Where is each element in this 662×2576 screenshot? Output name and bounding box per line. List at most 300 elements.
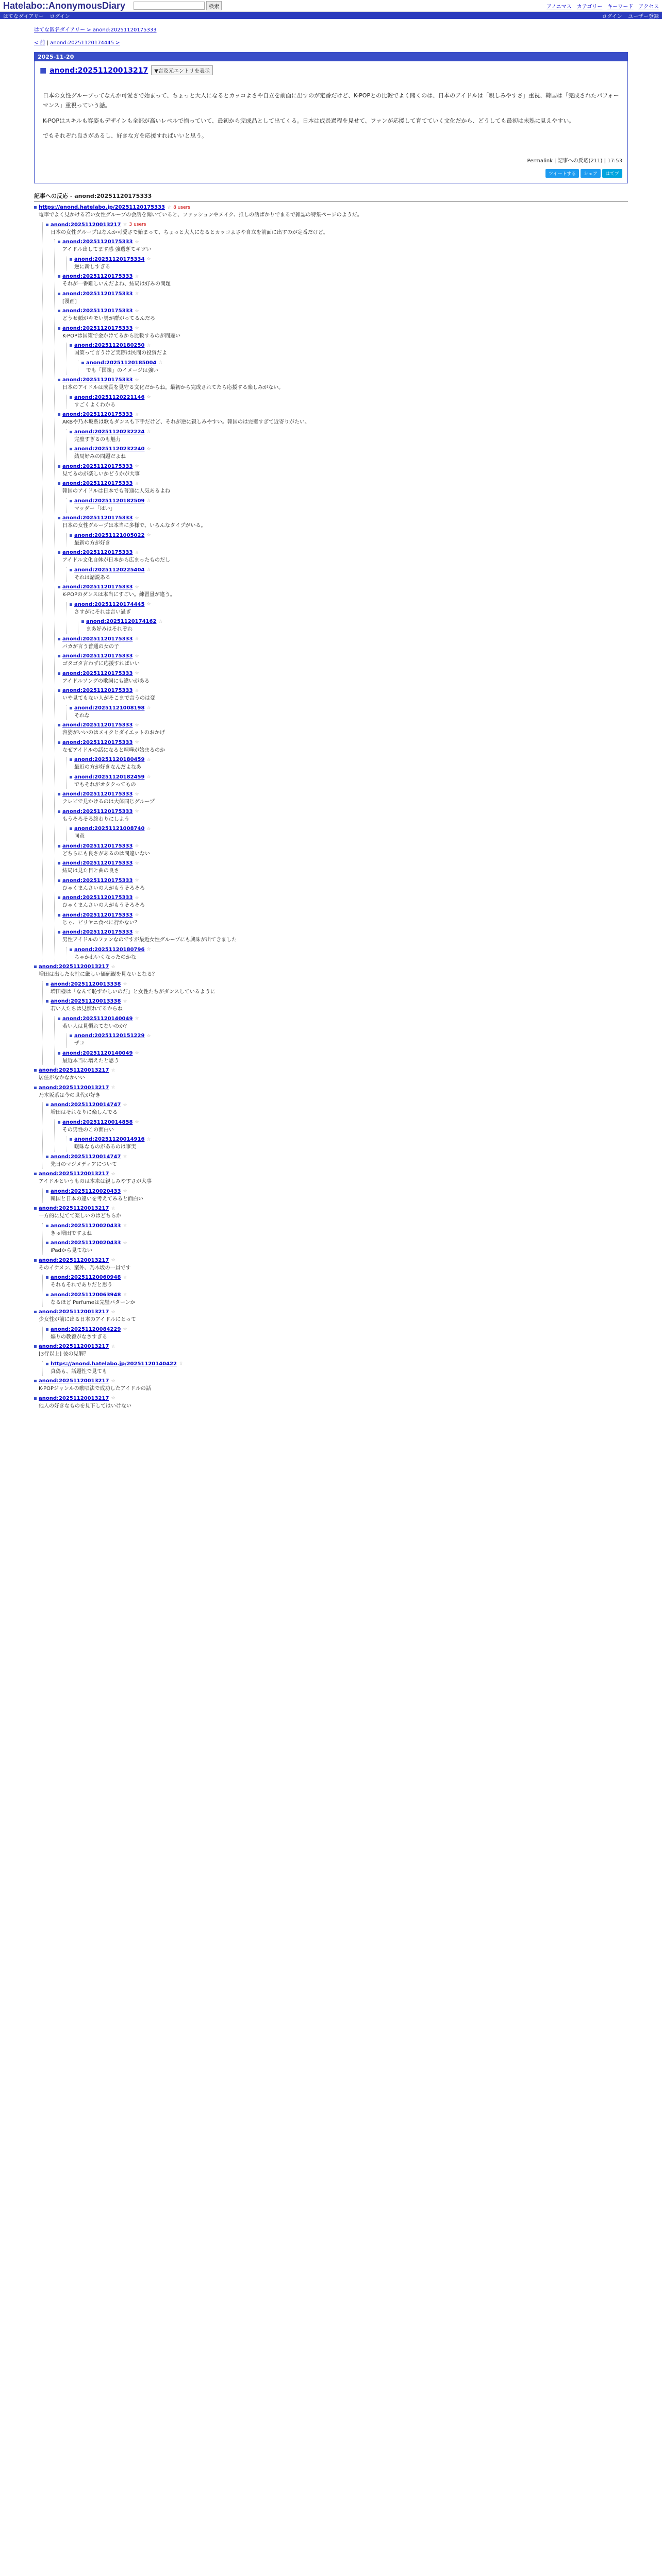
star-icon[interactable]: ☆ [146, 947, 151, 952]
star-icon[interactable]: ☆ [135, 653, 139, 659]
trackback-link[interactable]: anond:20251120175333 [62, 239, 133, 245]
bar-link-hatena[interactable]: はてなダイアリー [3, 13, 44, 20]
trackback-text: どちらにも良さがあるのは間違いない [62, 851, 150, 857]
trackback-link[interactable]: anond:20251120175333 [62, 860, 133, 866]
star-icon[interactable]: ☆ [135, 1050, 139, 1056]
bullet-icon [70, 344, 72, 347]
star-icon[interactable]: ☆ [135, 239, 139, 245]
trackback-link[interactable]: anond:20251120225404 [74, 567, 145, 573]
star-icon[interactable]: ☆ [146, 567, 151, 572]
trackback-link[interactable]: anond:20251120140049 [62, 1050, 133, 1056]
star-icon[interactable]: ☆ [135, 584, 139, 590]
trackback-item-header [70, 498, 628, 504]
star-icon[interactable]: ☆ [135, 274, 139, 279]
trackback-children [42, 1361, 628, 1376]
trackback-link[interactable]: anond:20251120175333 [62, 274, 133, 279]
trackback-item-header [58, 239, 628, 245]
trackback-text: でもそれがオタクってもの [74, 782, 136, 788]
trackback-item [70, 1137, 628, 1151]
trackback-text: じゃ、ビリヤニ食べに行かない？ [62, 920, 140, 926]
trackback-text: アイドル文化自体が日本から広まったものだし [62, 557, 171, 563]
trackback-item [34, 1378, 628, 1393]
trackback-link[interactable]: anond:20251120020433 [51, 1240, 121, 1246]
trackback-item-header [58, 481, 628, 486]
trackback-item [58, 412, 628, 461]
trackback-item [58, 515, 628, 547]
trackback-text: 結局好みの問題だよね [74, 454, 126, 460]
trackback-text: 一方的に見てて楽しいのはどちらか [39, 1213, 121, 1219]
star-icon[interactable]: ☆ [146, 395, 151, 400]
search-input[interactable] [134, 2, 205, 10]
trackback-text: 日本の女性グループはなんか可愛さで始まって、ちょっと大人になるとカッコよさや自立を前面に出すのが定番だけど。 [51, 229, 328, 235]
trackback-item [34, 1344, 628, 1376]
star-icon[interactable]: ☆ [123, 1327, 127, 1332]
bullet-icon [58, 896, 60, 899]
star-icon[interactable]: ☆ [135, 895, 139, 901]
trackback-item [70, 1033, 628, 1048]
trackback-link[interactable]: anond:20251120013217 [39, 1395, 109, 1401]
trackback-children [66, 429, 628, 461]
trackback-children [42, 1275, 628, 1307]
trackback-link[interactable]: anond:20251120174162 [86, 619, 157, 624]
trackback-link[interactable]: anond:20251120175333 [62, 325, 133, 331]
trackback-text: まあ好みはそれぞれ [86, 626, 133, 632]
trackback-link[interactable]: anond:20251120175333 [62, 584, 133, 590]
trackback-item [70, 947, 628, 962]
star-icon[interactable]: ☆ [135, 912, 139, 918]
star-icon[interactable]: ☆ [111, 1067, 115, 1073]
trackback-link[interactable]: anond:20251120232224 [74, 429, 145, 435]
trackback-children [66, 757, 628, 789]
trackback-link[interactable]: anond:20251120185004 [86, 360, 157, 366]
trackback-item [58, 239, 628, 271]
trackback-text: 少女性が前に出る日本のアイドルにとって [39, 1317, 136, 1323]
star-icon[interactable]: ☆ [135, 377, 139, 383]
trackback-link[interactable]: anond:20251120013338 [51, 998, 121, 1004]
trackback-item [58, 671, 628, 686]
star-icon[interactable]: ☆ [111, 1344, 115, 1349]
trackback-link[interactable]: anond:20251120013217 [39, 1309, 109, 1315]
trackback-item [70, 826, 628, 841]
star-icon[interactable]: ☆ [123, 1240, 127, 1246]
bullet-icon [34, 1345, 37, 1348]
trackback-link[interactable]: anond:20251120182459 [74, 774, 145, 780]
trackback-link[interactable]: anond:20251120014747 [51, 1102, 121, 1108]
search-form [134, 1, 222, 10]
trackback-link[interactable]: anond:20251120175333 [62, 929, 133, 935]
bullet-icon [46, 1328, 48, 1331]
star-icon[interactable]: ☆ [123, 1292, 127, 1297]
star-icon[interactable]: ☆ [146, 1137, 151, 1142]
trackback-link[interactable]: anond:20251120013217 [39, 1084, 109, 1091]
trackback-item [70, 602, 628, 634]
bullet-icon [70, 569, 72, 571]
bullet-icon [70, 707, 72, 709]
trackback-link[interactable]: anond:20251120182509 [74, 498, 145, 504]
pager-next[interactable]: anond:20251120174445 > [50, 40, 120, 46]
star-icon[interactable]: ☆ [146, 533, 151, 538]
bullet-icon [58, 741, 60, 744]
bullet-icon [34, 1173, 37, 1175]
trackback-link[interactable]: anond:20251120174445 [74, 601, 145, 607]
trackback-link[interactable]: anond:20251120175333 [62, 653, 133, 659]
star-icon[interactable]: ☆ [111, 964, 115, 970]
trackback-item [81, 619, 628, 634]
trackback-item [58, 326, 628, 375]
bullet-icon [46, 1190, 48, 1193]
trackback-link[interactable]: anond:20251120013217 [39, 1171, 109, 1177]
trackback-link[interactable]: anond:20251120175333 [62, 722, 133, 728]
trackback-item [46, 1240, 628, 1255]
star-icon[interactable]: ☆ [135, 791, 139, 797]
star-icon[interactable]: ☆ [146, 429, 151, 434]
nav-keyword[interactable]: キーワード [607, 4, 634, 10]
bullet-icon [58, 482, 60, 485]
trackback-item-header [58, 1050, 628, 1056]
trackback-item [34, 1258, 628, 1307]
share-buttons [40, 169, 622, 178]
trackback-item [70, 498, 628, 513]
star-icon[interactable]: ☆ [111, 1309, 115, 1315]
trackback-text: さすがにそれは言い過ぎ [74, 609, 131, 615]
trackback-link[interactable]: https://anond.hatelabo.jp/20251120175333 [39, 205, 165, 210]
star-icon[interactable]: ☆ [123, 1275, 127, 1280]
trackback-link[interactable]: anond:20251120013217 [39, 1344, 109, 1349]
trackback-item [70, 395, 628, 410]
trackback-link[interactable]: anond:20251120175333 [62, 308, 133, 314]
trackback-item [46, 981, 628, 996]
star-icon[interactable]: ☆ [123, 981, 127, 987]
trackback-link[interactable]: anond:20251120180250 [74, 343, 145, 348]
trackback-text: 国策って言うけど実際は民間の投資だよ [74, 350, 167, 356]
trackback-link[interactable]: anond:20251120175333 [62, 877, 133, 884]
star-icon[interactable]: ☆ [135, 722, 139, 728]
trackback-item-header [46, 1327, 628, 1332]
trackback-link[interactable]: anond:20251121008740 [74, 826, 145, 832]
star-icon[interactable]: ☆ [123, 1102, 127, 1108]
trackback-children [54, 1120, 628, 1151]
star-icon[interactable]: ☆ [158, 619, 163, 624]
entry-mark-icon: ■ [40, 66, 47, 75]
trackback-item-header [58, 377, 628, 383]
hatebu-count[interactable]: 8 users [173, 205, 190, 210]
pager-prev[interactable]: < 前 [34, 40, 45, 46]
nav-access[interactable]: アクセス [638, 4, 659, 10]
trackback-link[interactable]: https://anond.hatelabo.jp/20251120140422 [51, 1361, 177, 1367]
trackback-item [46, 1189, 628, 1204]
bullet-icon [70, 500, 72, 502]
trackback-item-header [34, 1258, 628, 1263]
bullet-icon [70, 448, 72, 450]
star-icon[interactable]: ☆ [123, 1189, 127, 1194]
trackback-item [46, 1275, 628, 1290]
bullet-icon [34, 1259, 37, 1262]
trackback-item-header [58, 740, 628, 745]
bullet-icon [58, 845, 60, 848]
trackback-heading: 記事への反応 - anond:20251120175333 [34, 192, 628, 202]
trackback-item-header [70, 1137, 628, 1142]
trackback-item [34, 1171, 628, 1203]
trackback-link[interactable]: anond:20251120013338 [51, 981, 121, 987]
trackback-link[interactable]: anond:20251120014858 [62, 1119, 133, 1125]
trackback-item-header [70, 1033, 628, 1039]
trackback-link[interactable]: anond:20251120175333 [62, 912, 133, 918]
trackback-children [42, 1102, 628, 1168]
star-icon[interactable]: ☆ [135, 1120, 139, 1125]
trackback-item [58, 740, 628, 789]
star-icon[interactable]: ☆ [167, 205, 172, 210]
star-icon[interactable]: ☆ [111, 1085, 115, 1090]
trackback-link[interactable]: anond:20251120232240 [74, 446, 145, 452]
trackback-link[interactable]: anond:20251120175333 [62, 808, 133, 815]
trackback-link[interactable]: anond:20251120175333 [62, 377, 133, 383]
search-button[interactable]: 検索 [206, 1, 222, 10]
bullet-icon [46, 224, 48, 226]
bullet-icon [58, 1052, 60, 1055]
trackback-link[interactable]: anond:20251120175333 [62, 739, 133, 745]
star-icon[interactable]: ☆ [135, 481, 139, 486]
trackback-item-header [58, 274, 628, 279]
trackback-item-header [46, 222, 628, 228]
trackback-item-header [58, 860, 628, 866]
bullet-icon [70, 534, 72, 537]
share-button[interactable]: シェア [581, 169, 601, 178]
entry-body [43, 91, 619, 141]
trackback-text: 真偽も、話題性で見ても [51, 1368, 107, 1375]
trackback-item [70, 533, 628, 548]
trackback-item-header [58, 929, 628, 935]
trackback-item [58, 377, 628, 409]
star-icon[interactable]: ☆ [146, 826, 151, 832]
trackback-link[interactable]: anond:20251120175333 [62, 895, 133, 901]
trackback-link[interactable]: anond:20251120013217 [51, 222, 121, 228]
trackback-link[interactable]: anond:20251121005022 [74, 532, 145, 538]
bullet-icon [46, 1242, 48, 1244]
trackback-item [58, 688, 628, 720]
bar-link-login[interactable]: ログイン [602, 13, 622, 20]
bullet-icon [34, 1397, 37, 1400]
star-icon[interactable]: ☆ [135, 326, 139, 331]
star-icon[interactable]: ☆ [123, 998, 127, 1004]
bullet-icon [58, 1018, 60, 1020]
trackback-item [58, 1050, 628, 1065]
star-icon[interactable]: ☆ [123, 222, 127, 227]
hatebu-count[interactable]: 3 users [129, 222, 146, 227]
trackback-item [70, 446, 628, 461]
trackback-item [58, 653, 628, 668]
star-icon[interactable]: ☆ [146, 757, 151, 762]
star-icon[interactable]: ☆ [135, 688, 139, 693]
trackback-children [66, 533, 628, 548]
star-icon[interactable]: ☆ [135, 878, 139, 883]
star-icon[interactable]: ☆ [146, 602, 151, 607]
trackback-text: 完璧すぎるのも魅力 [74, 436, 121, 443]
trackback-link[interactable]: anond:20251120175333 [62, 481, 133, 486]
trackback-link[interactable]: anond:20251120221146 [74, 394, 145, 400]
star-icon[interactable]: ☆ [146, 1033, 151, 1039]
trackback-item-header [34, 964, 628, 970]
trackback-text: それもそれでありだと思う [51, 1282, 112, 1288]
trackback-link[interactable]: anond:20251120180459 [74, 757, 145, 762]
star-icon[interactable]: ☆ [135, 671, 139, 676]
nav-category[interactable]: カテゴリー [576, 4, 603, 10]
trackback-link[interactable]: anond:20251120151229 [74, 1033, 145, 1039]
entry-title[interactable]: anond:20251120013217 [49, 66, 148, 75]
trackback-item-header [70, 757, 628, 762]
trackback-item [58, 274, 628, 289]
trackback-item-header [81, 360, 628, 366]
trackback-text: 若い人たちは見慣れてるからね [51, 1006, 123, 1012]
trackback-text: アイドルソングの歌詞にも違いがある [62, 678, 150, 684]
site-logo[interactable]: Hatelabo::AnonymousDiary [3, 0, 126, 11]
star-icon[interactable]: ☆ [146, 498, 151, 503]
star-icon[interactable]: ☆ [135, 843, 139, 849]
trackback-link[interactable]: anond:20251120175333 [62, 463, 133, 469]
star-icon[interactable]: ☆ [135, 550, 139, 555]
trackback-text: AKBや乃木坂系は歌もダンスも下手だけど、それが逆に親しみやすい。韓国のは完璧すぎて近寄りがたい。 [62, 419, 310, 425]
bar-link-register[interactable]: ユーザー登録 [628, 13, 659, 20]
trackback-link[interactable]: anond:20251120013217 [39, 1067, 109, 1073]
trackback-item-header [46, 1102, 628, 1108]
bullet-icon [70, 1035, 72, 1037]
trackback-link[interactable]: anond:20251120063948 [51, 1292, 121, 1298]
trackback-item [46, 1361, 628, 1376]
bullet-icon [58, 327, 60, 330]
trackback-item-header [58, 895, 628, 901]
trackback-item-header [70, 446, 628, 452]
trackback-link[interactable]: anond:20251120013217 [39, 1206, 109, 1211]
star-icon[interactable]: ☆ [146, 705, 151, 710]
star-icon[interactable]: ☆ [123, 1223, 127, 1228]
trackback-item [58, 895, 628, 910]
trackback-children [42, 222, 628, 962]
trackback-link[interactable]: anond:20251120014747 [51, 1154, 121, 1160]
tweet-button[interactable]: ツイートする [545, 169, 579, 178]
bullet-icon [34, 965, 37, 968]
trackback-link[interactable]: anond:20251120084229 [51, 1326, 121, 1332]
trackback-link[interactable]: anond:20251121008198 [74, 705, 145, 711]
trackback-link[interactable]: anond:20251120020433 [51, 1223, 121, 1229]
trackback-children [66, 1137, 628, 1151]
trackback-link[interactable]: anond:20251120140049 [62, 1015, 133, 1022]
show-source-button[interactable]: ▼言及元エントリを表示 [151, 65, 213, 75]
bullet-icon [46, 1276, 48, 1279]
trackback-link[interactable]: anond:20251120175333 [62, 515, 133, 521]
entry-footer[interactable]: Permalink | 記事への反応(211) | 17:53 [527, 158, 622, 164]
trackback-text: すごくよくわかる [74, 402, 115, 408]
bullet-icon [34, 1380, 37, 1382]
star-icon[interactable]: ☆ [135, 308, 139, 314]
trackback-link[interactable]: anond:20251120020433 [51, 1188, 121, 1194]
star-icon[interactable]: ☆ [146, 774, 151, 779]
trackback-link[interactable]: anond:20251120175333 [62, 636, 133, 642]
star-icon[interactable]: ☆ [111, 1171, 115, 1177]
hatebu-button[interactable]: はてブ [602, 169, 622, 178]
trackback-link[interactable]: anond:20251120013217 [39, 1257, 109, 1263]
trackback-link[interactable]: anond:20251120175333 [62, 412, 133, 417]
breadcrumb-link[interactable]: はてな匿名ダイアリー > anond:20251120175333 [34, 27, 157, 33]
trackback-item [34, 1085, 628, 1169]
trackback-link[interactable]: anond:20251120175333 [62, 791, 133, 797]
bullet-icon [70, 827, 72, 830]
nav-anonymous[interactable]: アノニマス [546, 4, 572, 10]
trackback-item [46, 1223, 628, 1238]
star-icon[interactable]: ☆ [135, 860, 139, 866]
trackback-item [46, 998, 628, 1065]
trackback-text: きゅ増田ですよね [51, 1230, 92, 1236]
star-icon[interactable]: ☆ [135, 464, 139, 469]
trackback-text: 同意 [74, 834, 85, 839]
trackback-item [34, 1067, 628, 1082]
trackback-link[interactable]: anond:20251120014916 [74, 1137, 145, 1142]
trackback-link[interactable]: anond:20251120175333 [62, 670, 133, 676]
trackback-children [42, 1223, 628, 1255]
trackback-item-header [58, 1120, 628, 1125]
trackback-link[interactable]: anond:20251120013217 [39, 1378, 109, 1384]
star-icon[interactable]: ☆ [111, 1258, 115, 1263]
star-icon[interactable]: ☆ [135, 1016, 139, 1021]
star-icon[interactable]: ☆ [135, 809, 139, 814]
star-icon[interactable]: ☆ [146, 257, 151, 262]
trackback-text: それが一番難しいんだよね、結局は好みの問題 [62, 281, 171, 287]
trackback-link[interactable]: anond:20251120175333 [62, 688, 133, 693]
trackback-item-header [34, 1378, 628, 1384]
trackback-item-header [58, 912, 628, 918]
bullet-icon [34, 1087, 37, 1089]
star-icon[interactable]: ☆ [111, 1396, 115, 1401]
trackback-link[interactable]: anond:20251120175333 [62, 843, 133, 849]
trackback-text: それな [74, 713, 90, 719]
trackback-link[interactable]: anond:20251120180796 [74, 946, 145, 953]
star-icon[interactable]: ☆ [135, 929, 139, 935]
trackback-link[interactable]: anond:20251120013217 [39, 964, 109, 970]
trackback-text: 男性アイドルのファンなのですが最近女性グループにも興味が出てきました [62, 937, 237, 943]
star-icon[interactable]: ☆ [135, 412, 139, 417]
star-icon[interactable]: ☆ [135, 740, 139, 745]
star-icon[interactable]: ☆ [111, 1206, 115, 1211]
trackback-link[interactable]: anond:20251120175333 [62, 550, 133, 555]
trackback-text: 最近本当に増えたと思う [62, 1058, 119, 1064]
trackback-link[interactable]: anond:20251120175334 [74, 256, 145, 262]
trackback-item [58, 464, 628, 479]
bullet-icon [58, 586, 60, 588]
star-icon[interactable]: ☆ [135, 291, 139, 296]
trackback-item-header [46, 1240, 628, 1246]
star-icon[interactable]: ☆ [146, 343, 151, 348]
bullet-icon [58, 310, 60, 312]
bullet-icon [70, 758, 72, 761]
star-icon[interactable]: ☆ [123, 1154, 127, 1159]
star-icon[interactable]: ☆ [158, 360, 163, 365]
trackback-item [70, 343, 628, 375]
trackback-text: ひゃくまんさいの人がもうそろそろ [62, 903, 145, 908]
bullet-icon [70, 431, 72, 433]
star-icon[interactable]: ☆ [179, 1361, 184, 1366]
star-icon[interactable]: ☆ [111, 1378, 115, 1384]
trackback-link[interactable]: anond:20251120060948 [51, 1275, 121, 1280]
trackback-children [78, 360, 628, 375]
trackback-text: ちゃかわいくなったのかな [74, 954, 136, 960]
trackback-item-header [58, 412, 628, 417]
bar-link-login-left[interactable]: ログイン [49, 13, 70, 20]
star-icon[interactable]: ☆ [146, 446, 151, 452]
trackback-item [46, 1102, 628, 1151]
star-icon[interactable]: ☆ [135, 515, 139, 521]
star-icon[interactable]: ☆ [135, 636, 139, 641]
trackback-link[interactable]: anond:20251120175333 [62, 291, 133, 297]
bullet-icon [81, 620, 84, 623]
trackback-children [66, 826, 628, 841]
